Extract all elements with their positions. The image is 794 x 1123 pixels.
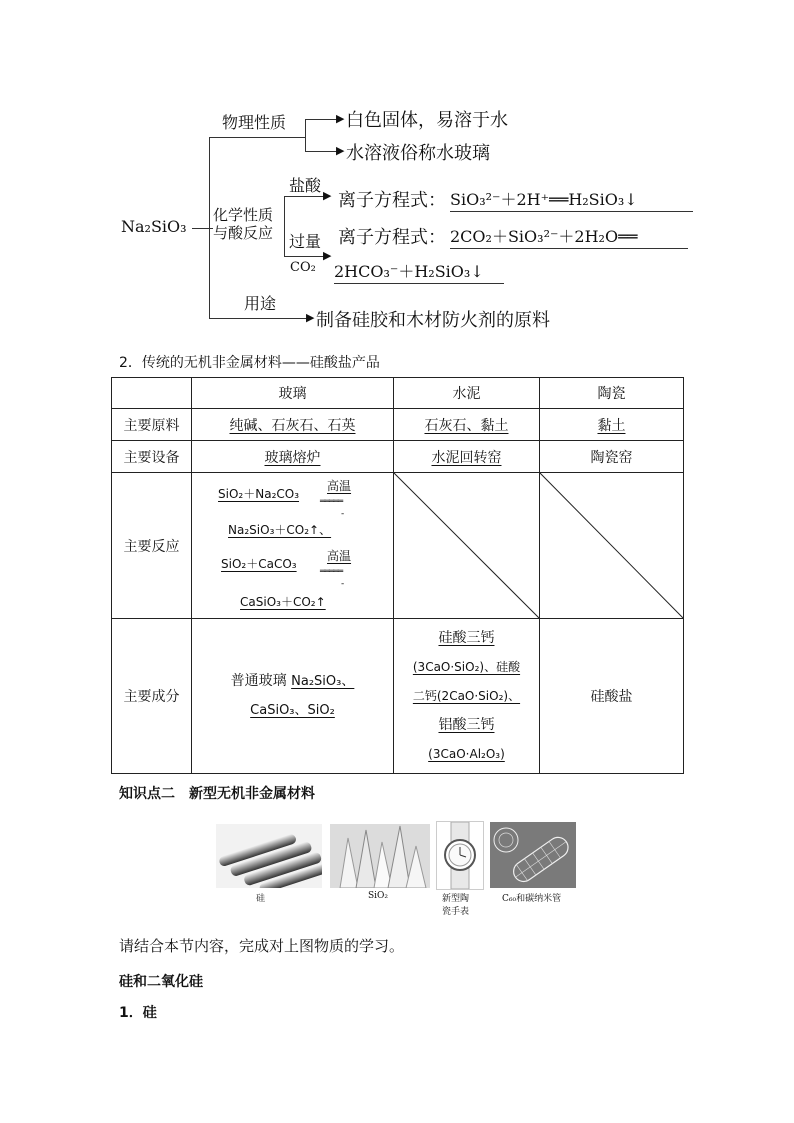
diagonal-slash bbox=[540, 473, 683, 618]
caption-silicon: 硅 bbox=[256, 894, 266, 904]
physical-split bbox=[305, 119, 306, 151]
cell-raw-glass: 纯碱、石灰石、石英 bbox=[229, 417, 356, 434]
arrow-acid2 bbox=[284, 256, 328, 257]
comp-cement-4: 铝酸三钙 bbox=[438, 716, 495, 733]
acid1-underline bbox=[450, 211, 693, 212]
cell-comp-cement bbox=[393, 619, 539, 774]
branch-chemical-label-1: 化学性质 bbox=[213, 206, 274, 224]
table-header-cement: 水泥 bbox=[393, 378, 539, 409]
acid2-eq-prefix: 离子方程式： bbox=[338, 227, 446, 248]
branch-physical-label: 物理性质 bbox=[222, 113, 287, 132]
comp-cement-5: (3CaO·Al₂O₃) bbox=[428, 746, 505, 761]
row-label-comp: 主要成分 bbox=[112, 619, 192, 774]
sio2-crystal-image bbox=[330, 824, 430, 888]
react-eq-sign2: ═════ bbox=[320, 566, 343, 577]
react-line2: Na₂SiO₃＋CO₂↑、 bbox=[228, 522, 332, 537]
c60-nanotube-image bbox=[490, 822, 576, 888]
comp-glass-a: 普通玻璃 bbox=[230, 673, 287, 689]
branch-use-label: 用途 bbox=[244, 294, 277, 313]
acid2-equation-a: 2CO₂＋SiO₃²⁻＋2H₂O══ bbox=[450, 227, 638, 246]
comp-cement-2: (3CaO·SiO₂)、硅酸 bbox=[412, 659, 521, 674]
diagram-root: Na₂SiO₃ bbox=[121, 217, 187, 236]
phys-item1: 白色固体，易溶于水 bbox=[346, 110, 508, 131]
comp-cement-3: 二钙(2CaO·SiO₂)、 bbox=[412, 688, 521, 703]
acid1-eq-prefix: 离子方程式： bbox=[338, 190, 446, 211]
react-cond2: 高温 bbox=[327, 548, 352, 563]
react-dash2: - bbox=[341, 578, 345, 589]
cell-comp-glass bbox=[192, 619, 394, 774]
arrow-head-icon: ▶ bbox=[306, 311, 315, 324]
acid1-equation: SiO₃²⁻＋2H⁺══H₂SiO₃↓ bbox=[450, 190, 638, 209]
cell-comp-ceramic: 硅酸盐 bbox=[539, 619, 683, 774]
arrow-use bbox=[209, 318, 311, 319]
section2-title: 2．传统的无机非金属材料——硅酸盐产品 bbox=[119, 355, 380, 371]
cell-react-ceramic-empty bbox=[539, 473, 683, 619]
caption-sio2: SiO₂ bbox=[368, 891, 389, 901]
diagonal-slash bbox=[394, 473, 539, 618]
row-label-react: 主要反应 bbox=[112, 473, 192, 619]
cell-raw-cement: 石灰石、黏土 bbox=[424, 417, 509, 434]
cell-equip-ceramic: 陶瓷窑 bbox=[590, 449, 633, 466]
cell-equip-glass: 玻璃熔炉 bbox=[264, 449, 321, 466]
chemical-split bbox=[284, 196, 285, 256]
react-line1: SiO₂＋Na₂CO₃ bbox=[218, 486, 300, 501]
acid2-underline-a bbox=[450, 248, 688, 249]
branch-physical-line bbox=[209, 137, 305, 138]
acid2-label-2: CO₂ bbox=[290, 260, 316, 275]
caption-c60: C₆₀和碳纳米管 bbox=[502, 894, 562, 904]
row-label-equip: 主要设备 bbox=[112, 441, 192, 473]
react-line4: CaSiO₃＋CO₂↑ bbox=[240, 594, 326, 609]
acid1-label: 盐酸 bbox=[289, 176, 322, 195]
table-header-blank bbox=[112, 378, 192, 409]
react-dash1: - bbox=[341, 508, 345, 519]
comp-cement-1: 硅酸三钙 bbox=[438, 629, 495, 646]
react-cond1: 高温 bbox=[327, 478, 352, 493]
caption-watch-1: 新型陶 bbox=[442, 894, 470, 904]
knowledge2-title: 知识点二 新型无机非金属材料 bbox=[119, 786, 315, 802]
branch-chemical-label-2: 与酸反应 bbox=[213, 224, 274, 242]
arrow-head-icon: ▶ bbox=[323, 249, 332, 262]
arrow-head-icon: ▶ bbox=[323, 189, 332, 202]
heading-silicon-silica: 硅和二氧化硅 bbox=[119, 974, 203, 990]
bracket-connector bbox=[192, 228, 210, 229]
comp-glass-b: Na₂SiO₃、 bbox=[291, 674, 355, 689]
ceramic-watch-image bbox=[436, 821, 484, 890]
instruction-text: 请结合本节内容，完成对上图物质的学习。 bbox=[119, 937, 405, 955]
phys-item2: 水溶液俗称水玻璃 bbox=[346, 143, 490, 164]
arrow-head-icon: ▶ bbox=[336, 144, 345, 157]
silicon-rods-image bbox=[216, 824, 322, 888]
cell-equip-cement: 水泥回转窑 bbox=[431, 449, 502, 466]
react-eq-sign1: ═════ bbox=[320, 496, 343, 507]
table-header-glass: 玻璃 bbox=[192, 378, 394, 409]
cell-react-cement-empty bbox=[393, 473, 539, 619]
row-label-raw: 主要原料 bbox=[112, 409, 192, 441]
silicate-products-table bbox=[111, 377, 684, 774]
caption-watch-2: 瓷手表 bbox=[442, 907, 470, 917]
heading-silicon: 1．硅 bbox=[119, 1005, 157, 1021]
acid2-equation-b: 2HCO₃⁻＋H₂SiO₃↓ bbox=[334, 262, 484, 281]
acid2-label-1: 过量 bbox=[289, 232, 322, 251]
chemical-connector bbox=[209, 228, 213, 229]
arrow-acid1 bbox=[284, 196, 328, 197]
comp-glass-c: CaSiO₃、SiO₂ bbox=[250, 703, 335, 718]
cell-raw-ceramic: 黏土 bbox=[597, 417, 626, 434]
react-line3: SiO₂＋CaCO₃ bbox=[221, 556, 297, 571]
table-header-ceramic: 陶瓷 bbox=[539, 378, 683, 409]
cell-react-glass bbox=[192, 473, 394, 619]
acid2-underline-b bbox=[334, 283, 504, 284]
arrow-head-icon: ▶ bbox=[336, 112, 345, 125]
use-item: 制备硅胶和木材防火剂的原料 bbox=[316, 310, 550, 331]
